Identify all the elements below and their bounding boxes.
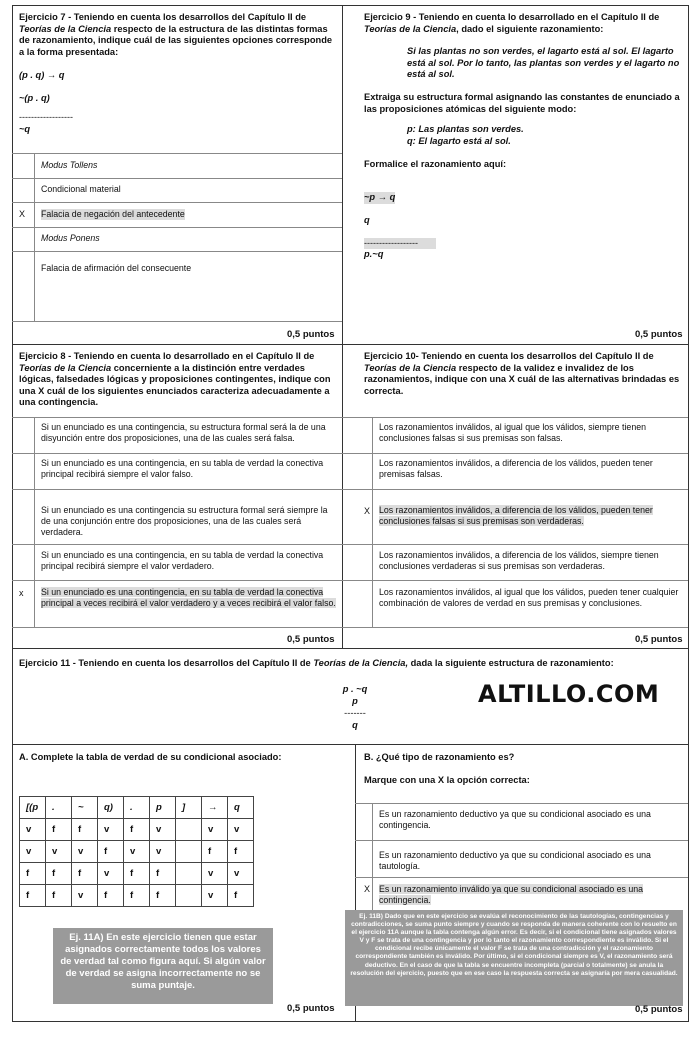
table-cell[interactable]: v [72, 885, 98, 907]
ex7-selected-mark: X [19, 209, 26, 219]
table-cell[interactable]: f [202, 841, 228, 863]
table-cell[interactable]: v [202, 863, 228, 885]
table-cell[interactable]: f [98, 885, 124, 907]
ex8-row-line [12, 453, 342, 454]
table-cell[interactable]: f [72, 863, 98, 885]
ex8-selected-mark: x [19, 588, 24, 598]
ex7-option-4[interactable]: Modus Ponens [41, 233, 100, 243]
ex11B-option-3-text: Es un razonamiento inválido ya que su condicional asociado es una contingencia. [379, 884, 644, 905]
ex9-formal-premise-1[interactable]: ~p → q [364, 192, 396, 202]
ex11-structure [320, 683, 390, 731]
table-cell[interactable]: f [20, 863, 46, 885]
ex11B-option-1[interactable]: Es un razonamiento deductivo ya que su condicional asociado es una contingencia. [379, 809, 651, 830]
table-cell[interactable]: v [228, 819, 254, 841]
ex7-points: 0,5 puntos [287, 329, 335, 340]
table-cell[interactable]: v [124, 841, 150, 863]
ex10-option-3[interactable] [379, 505, 679, 527]
ex7-title: Ejercicio 7 - Teniendo en cuenta los desarrollos del Capítulo II de Teorías de la Ciencia respecto de la estructura de las distintas formas de razonamiento, indique cuál de las siguientes opciones corresponde a la forma presentada: [19, 12, 333, 57]
ex9-points: 0,5 puntos [635, 329, 683, 340]
ex7-options-top [12, 153, 342, 154]
table-row [20, 863, 254, 885]
ex8-option-5[interactable] [41, 587, 337, 609]
table-header-cell: q) [98, 797, 124, 819]
table-cell[interactable]: f [124, 863, 150, 885]
ex10-options-top [342, 417, 688, 418]
ex11B-selected-mark: X [364, 884, 371, 894]
row-divider-3 [12, 744, 689, 745]
table-cell[interactable]: v [150, 819, 176, 841]
ex11-premise-2: p [352, 696, 358, 706]
page-border-left [12, 5, 13, 1022]
table-row [20, 841, 254, 863]
table-cell[interactable]: v [98, 863, 124, 885]
table-cell[interactable]: v [20, 819, 46, 841]
ex9-title: Ejercicio 9 - Teniendo en cuenta lo desarrollado en el Capítulo II de Teorías de la Ciencia, dado el siguiente razonamiento: [364, 12, 660, 34]
ex10-option-2[interactable]: Los razonamientos inválidos, a diferencia de los válidos, pueden tener premisas falsas. [379, 458, 653, 479]
ex8-row-line [12, 627, 342, 628]
table-cell[interactable]: f [20, 885, 46, 907]
ex10-points: 0,5 puntos [635, 634, 683, 645]
ex7-option-1[interactable]: Modus Tollens [41, 160, 98, 170]
table-cell[interactable]: f [124, 885, 150, 907]
ex7-separator: ------------------ [19, 112, 73, 122]
ex8-option-3[interactable]: Si un enunciado es una contingencia su estructura formal será siempre la de una conjunción entre dos proposiciones, una de las cuales será verdadera. [41, 505, 328, 537]
ex10-option-5[interactable]: Los razonamientos inválidos, al igual que los válidos, pueden tener cualquier combinación de valores de verdad en sus premisas y conclusiones. [379, 587, 679, 608]
row-divider-2 [12, 648, 689, 649]
table-cell[interactable]: f [228, 841, 254, 863]
ex7-option-3[interactable]: Falacia de negación del antecedente [41, 209, 185, 219]
ex10-option-3-text: Los razonamientos inválidos, a diferencia de los válidos, pueden tener conclusiones falsas si sus premisas son verdaderas. [379, 505, 653, 526]
ex11B-row-line [355, 840, 688, 841]
ex9-formalize-label: Formalice el razonamiento aquí: [364, 159, 507, 169]
page-border-right [688, 5, 689, 1022]
ex10-selected-mark: X [364, 506, 371, 516]
table-cell[interactable]: v [202, 885, 228, 907]
ex11A-points: 0,5 puntos [287, 1003, 335, 1014]
ex9-q-definition: q: El lagarto está al sol. [407, 136, 511, 146]
ex8-title: Ejercicio 8 - Teniendo en cuenta lo desarrollado en el Capítulo II de Teorías de la Ciencia concerniente a la distinción entre verdades lógicas, falsedades lógicas y proposiciones contingentes, indique con una X cuál de los siguientes enunciados caracteriza adecuadamente a una contingencia. [19, 351, 331, 407]
ex8-options-top [12, 417, 342, 418]
ex7-row-line [12, 202, 342, 203]
table-header-cell: . [124, 797, 150, 819]
ex10-row-line [342, 627, 688, 628]
ex11B-option-2[interactable]: Es un razonamiento deductivo ya que su condicional asociado es una tautología. [379, 850, 651, 871]
ex11B-mark-col [372, 803, 373, 913]
ex11B-options-top [355, 803, 688, 804]
row-divider-1 [12, 344, 689, 345]
ex11A-grading-note: Ej. 11A) En este ejercicio tienen que estar asignados correctamente todos los valores de verdad tal como figura aquí. Si algún valor de verdad se asigna incorrectamente no se suma puntaje. [53, 928, 273, 1004]
table-cell[interactable]: f [150, 863, 176, 885]
table-cell[interactable]: f [98, 841, 124, 863]
table-header-cell: ] [176, 797, 202, 819]
table-header-cell: [(p [20, 797, 46, 819]
ex11-separator: ------- [344, 708, 366, 718]
ex10-row-line [342, 453, 688, 454]
table-cell[interactable]: f [124, 819, 150, 841]
ex8-row-line [12, 489, 342, 490]
ex8-option-5-text: Si un enunciado es una contingencia, en su tabla de verdad la conectiva principal a veces recibirá el valor verdadero y a veces recibirá el valor falso. [41, 587, 336, 608]
ex9-formal-premise-2[interactable]: q [364, 215, 370, 225]
ex11-title: Ejercicio 11 - Teniendo en cuenta los desarrollos del Capítulo II de Teorías de la Ciencia, dada la siguiente estructura de razonamiento: [19, 658, 614, 668]
ex11B-grading-note: Ej. 11B) Dado que en este ejercicio se evalúa el reconocimiento de las tautologías, contingencias y contradicciones, se suma punto siempre y cuando se responda de manera coherente con lo resuelto en el ejercicio 11A aunque la tabla contenga algún error. Es decir, si el condicional tiene asignados valores V y F se trata de una contingencia y por lo tanto el razonamiento correspondiente es inválido. Si el condicional recibe únicamente el valor F se trata de una contradicción y el razonamiento correspondiente también es inválido. Por último, si el condicional siempre es V, el razonamiento será deductivo. En el caso de que la tabla se encuentre incompleta (parcial o totalmente) se anula la resolución del ejercicio, puesto que en ese caso la respuesta correcta se asignaría por mera casualidad. [345, 910, 683, 1006]
table-cell[interactable] [176, 819, 202, 841]
ex10-row-line [342, 580, 688, 581]
ex10-title: Ejercicio 10- Teniendo en cuenta los desarrollos del Capítulo II de Teorías de la Ciencia respecto de la validez e invalidez de los razonamientos, indique con una X cuál de las alternativas brindadas es correcta. [364, 351, 680, 396]
ex9-instruction: Extraiga su estructura formal asignando las constantes de enunciado a las proposiciones atómicas del siguiente modo: [364, 92, 680, 114]
ex11-partA-title: A. Complete la tabla de verdad de su condicional asociado: [19, 752, 282, 762]
ex8-row-line [12, 580, 342, 581]
ex7-row-line [12, 251, 342, 252]
table-cell[interactable]: v [150, 841, 176, 863]
page-border-bottom [12, 1021, 689, 1022]
table-cell[interactable] [176, 885, 202, 907]
ex11B-option-3[interactable] [379, 884, 679, 906]
ex10-row-line [342, 544, 688, 545]
table-cell[interactable]: v [46, 841, 72, 863]
table-row [20, 819, 254, 841]
ex7-row-line [12, 321, 342, 322]
table-cell[interactable]: v [202, 819, 228, 841]
table-cell[interactable]: v [20, 841, 46, 863]
ex10-mark-col [372, 417, 373, 627]
table-cell[interactable]: f [46, 863, 72, 885]
ex9-p-definition: p: Las plantas son verdes. [407, 124, 524, 134]
ex8-mark-col [34, 417, 35, 627]
table-header-cell: p [150, 797, 176, 819]
table-cell[interactable]: f [228, 885, 254, 907]
ex7-option-5[interactable]: Falacia de afirmación del consecuente [41, 263, 192, 273]
table-cell[interactable]: v [98, 819, 124, 841]
ex10-option-4[interactable]: Los razonamientos inválidos, a diferencia de los válidos, siempre tienen conclusiones verdaderas si sus premisas son verdaderas. [379, 550, 659, 571]
ex11B-row-line [355, 877, 688, 878]
ex8-row-line [12, 544, 342, 545]
table-cell[interactable]: f [46, 819, 72, 841]
ex8-option-2[interactable]: Si un enunciado es una contingencia, en su tabla de verdad la conectiva principal recibirá siempre el valor falso. [41, 458, 324, 479]
ex11-premise-1: p . ~q [342, 684, 368, 694]
ex8-points: 0,5 puntos [287, 634, 335, 645]
table-header-cell: ~ [72, 797, 98, 819]
table-header-cell: → [202, 797, 228, 819]
ex11B-points: 0,5 puntos [635, 1004, 683, 1015]
ex7-option-2[interactable]: Condicional material [41, 184, 121, 194]
ex9-formal-conclusion[interactable]: p.~q [364, 249, 384, 259]
table-cell[interactable] [176, 863, 202, 885]
table-cell[interactable]: v [72, 841, 98, 863]
ex11-partB-title: B. ¿Qué tipo de razonamiento es? [364, 752, 515, 762]
ex9-quote: Si las plantas no son verdes, el lagarto está al sol. El lagarto está al sol. Por lo tanto, las plantas son verdes y el lagarto no está al sol. [407, 46, 680, 79]
table-cell[interactable]: f [72, 819, 98, 841]
page-border-top [12, 5, 689, 6]
ex8-option-1[interactable]: Si un enunciado es una contingencia, su estructura formal será la de una disyunción entre dos proposiciones, una de las cuales será falsa. [41, 422, 326, 443]
table-header-cell: . [46, 797, 72, 819]
column-divider-top [342, 5, 343, 648]
ex9-separator: ------------------ [364, 238, 436, 249]
ex8-option-4[interactable]: Si un enunciado es una contingencia, en su tabla de verdad la conectiva principal recibirá siempre el valor verdadero. [41, 550, 324, 571]
ex7-premise-1: (p . q) → q [19, 70, 65, 80]
ex10-row-line [342, 489, 688, 490]
ex7-premise-2: ~(p . q) [19, 93, 50, 103]
ex11-partB-instruction: Marque con una X la opción correcta: [364, 775, 530, 785]
table-cell[interactable]: f [46, 885, 72, 907]
truth-table [19, 796, 254, 907]
ex7-row-line [12, 227, 342, 228]
table-row [20, 885, 254, 907]
table-header-cell: q [228, 797, 254, 819]
table-cell[interactable] [176, 841, 202, 863]
ex10-option-1[interactable]: Los razonamientos inválidos, al igual que los válidos, siempre tienen conclusiones falsas si sus premisas son falsas. [379, 422, 646, 443]
table-cell[interactable]: f [150, 885, 176, 907]
ex11-conclusion: q [352, 720, 358, 730]
table-cell[interactable]: v [228, 863, 254, 885]
ex7-conclusion: ~q [19, 124, 31, 134]
ex7-row-line [12, 178, 342, 179]
altillo-logo: ALTILLO.COM [478, 680, 660, 708]
